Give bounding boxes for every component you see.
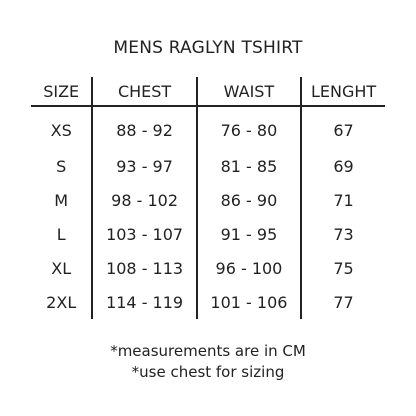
table-row — [31, 149, 385, 183]
length-cell: 69 — [333, 156, 354, 176]
waist-cell: 91 - 95 — [197, 217, 301, 251]
chest-cell: 93 - 97 — [92, 149, 196, 183]
waist-cell: 101 - 106 — [197, 285, 301, 319]
table-row — [31, 183, 385, 217]
size-cell: 2XL — [31, 285, 92, 319]
chest-cell: 114 - 119 — [92, 285, 196, 319]
length-cell: 77 — [333, 292, 354, 312]
length-cell: 73 — [333, 224, 354, 244]
size-cell: XS — [31, 106, 92, 149]
length-cell: 67 — [333, 120, 354, 140]
waist-cell: 96 - 100 — [197, 251, 301, 285]
chest-cell: 108 - 113 — [92, 251, 196, 285]
waist-cell: 76 - 80 — [197, 106, 301, 149]
table-row — [31, 106, 385, 149]
length-cell: 75 — [333, 258, 354, 278]
size-cell: M — [31, 183, 92, 217]
table-row — [31, 251, 385, 285]
header-waist: WAIST — [197, 77, 301, 106]
header-length: LENGHT — [301, 77, 385, 106]
waist-cell: 81 - 85 — [197, 149, 301, 183]
table-row — [31, 285, 385, 319]
header-row — [31, 77, 385, 106]
chart-title: MENS RAGLYN TSHIRT — [113, 38, 303, 58]
footnotes — [0, 341, 416, 383]
size-cell: L — [31, 217, 92, 251]
table-row — [31, 217, 385, 251]
chest-cell: 98 - 102 — [92, 183, 196, 217]
header-chest: CHEST — [92, 77, 196, 106]
length-cell: 71 — [333, 190, 354, 210]
chest-cell: 88 - 92 — [92, 106, 196, 149]
chest-cell: 103 - 107 — [92, 217, 196, 251]
note-units: *measurements are in CM — [110, 342, 306, 360]
waist-cell: 86 - 90 — [197, 183, 301, 217]
size-chart-table — [31, 77, 385, 319]
size-cell: XL — [31, 251, 92, 285]
size-cell: S — [31, 149, 92, 183]
header-size: SIZE — [31, 77, 92, 106]
note-sizing: *use chest for sizing — [131, 363, 285, 381]
